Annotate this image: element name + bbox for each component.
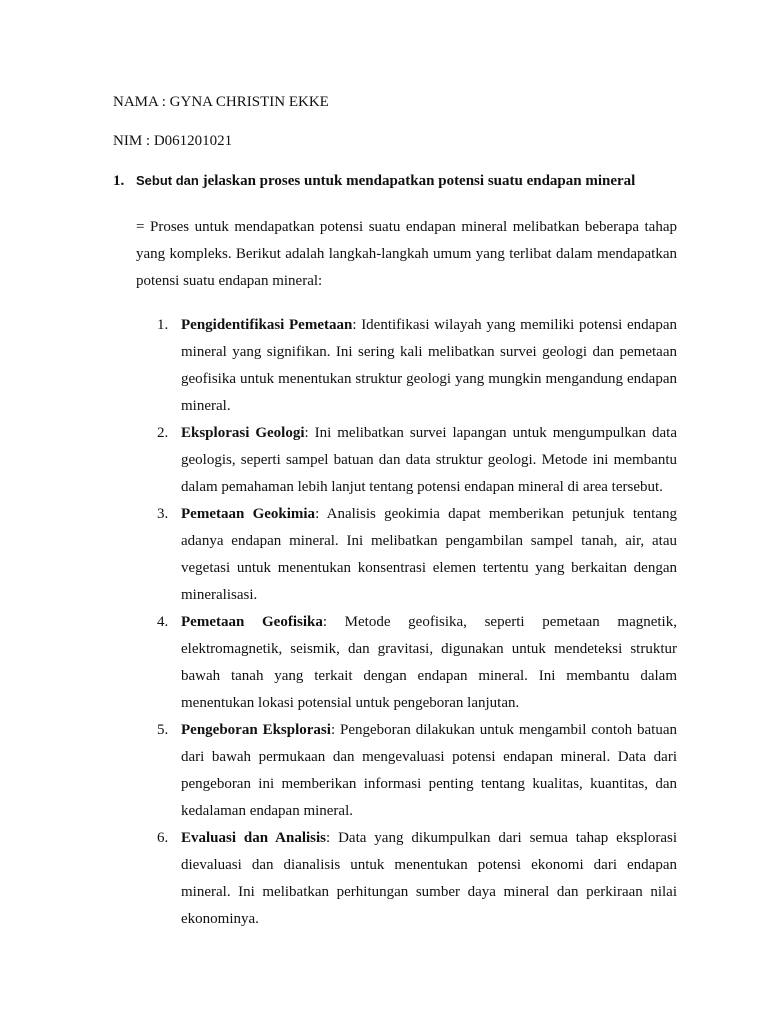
- step-number: 1.: [157, 317, 169, 333]
- step-description: : Data yang dikumpulkan dari semua tahap eksplorasi dievaluasi dan dianalisis untuk menentukan potensi ekonomi dari endapan mineral. Ini melibatkan perhitungan sumber daya mineral dan perkiraan nilai ekonominya.: [181, 830, 677, 927]
- step-item: [157, 717, 677, 825]
- question-text: [136, 173, 635, 190]
- step-title: Pengidentifikasi Pemetaan: [181, 317, 353, 333]
- answer-intro: = Proses untuk mendapatkan potensi suatu endapan mineral melibatkan beberapa tahap yang kompleks. Berikut adalah langkah-langkah umum yang terlibat dalam mendapatkan potensi suatu endapan mineral:: [136, 219, 677, 289]
- step-item: [157, 609, 677, 717]
- step-description: : Ini melibatkan survei lapangan untuk mengumpulkan data geologis, seperti sampel batuan dan data struktur geologi. Metode ini membantu dalam pemahaman lebih lanjut tentang potensi endapan mineral di area tersebut.: [181, 425, 677, 495]
- step-title: Evaluasi dan Analisis: [181, 830, 327, 846]
- step-title: Pengeboran Eksplorasi: [181, 722, 331, 738]
- step-title: Pemetaan Geokimia: [181, 506, 316, 522]
- step-item: [157, 501, 677, 609]
- step-item: [157, 825, 677, 933]
- step-item: [157, 420, 677, 501]
- question-number: 1.: [113, 173, 125, 189]
- step-number: 3.: [157, 506, 169, 522]
- student-nim: NIM : D061201021: [113, 133, 233, 149]
- steps-list: [157, 312, 678, 933]
- step-description: : Analisis geokimia dapat memberikan petunjuk tentang adanya endapan mineral. Ini melibatkan pengambilan sampel tanah, air, atau vegetasi untuk menentukan konsentrasi elemen tertentu yang berkaitan dengan mineralisasi.: [181, 506, 677, 603]
- step-title: Eksplorasi Geologi: [181, 425, 305, 441]
- step-description: : Identifikasi wilayah yang memiliki potensi endapan mineral yang signifikan. Ini sering kali melibatkan survei geologi dan pemetaan geofisika untuk menentukan struktur geologi yang mungkin mengandung endapan mineral.: [181, 317, 678, 414]
- question-lead: Sebut dan: [136, 173, 199, 188]
- step-number: 6.: [157, 830, 169, 846]
- step-description: : Metode geofisika, seperti pemetaan magnetik, elektromagnetik, seismik, dan gravitasi, digunakan untuk mendeteksi struktur bawah tanah yang terkait dengan endapan mineral. Ini membantu dalam menentukan lokasi potensial untuk pengeboran lanjutan.: [181, 614, 677, 711]
- question-body: jelaskan proses untuk mendapatkan potensi suatu endapan mineral: [198, 173, 636, 189]
- step-number: 4.: [157, 614, 169, 630]
- step-description: : Pengeboran dilakukan untuk mengambil contoh batuan dari bawah permukaan dan mengevaluasi potensi endapan mineral. Data dari pengeboran ini memberikan informasi penting tentang kualitas, kuantitas, dan kedalaman endapan mineral.: [181, 722, 677, 819]
- step-number: 5.: [157, 722, 169, 738]
- step-title: Pemetaan Geofisika: [181, 614, 323, 630]
- step-number: 2.: [157, 425, 169, 441]
- student-name: NAMA : GYNA CHRISTIN EKKE: [113, 94, 329, 110]
- step-item: [157, 312, 678, 420]
